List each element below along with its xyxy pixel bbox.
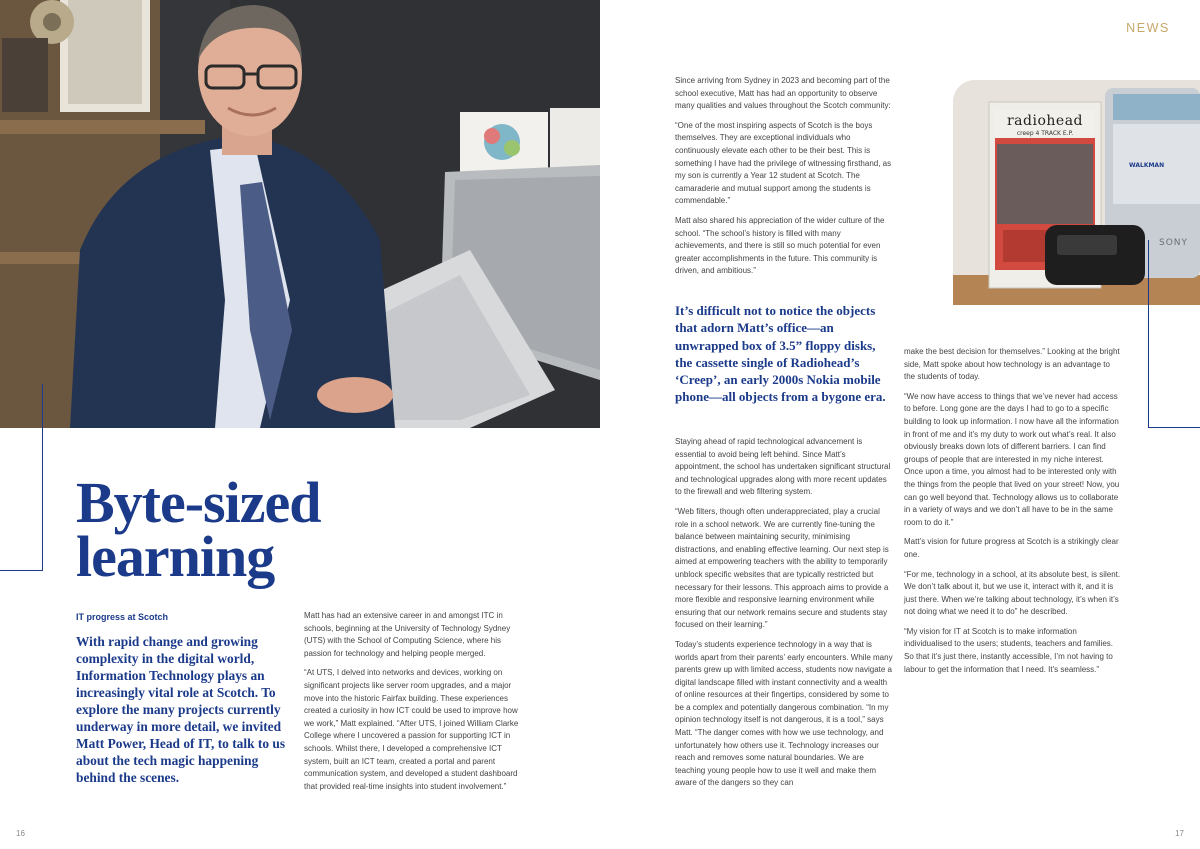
body-column-2	[675, 75, 893, 285]
page-number-left: 16	[16, 829, 25, 838]
article-kicker: IT progress at Scotch	[76, 612, 169, 622]
page-number-right: 17	[1175, 829, 1184, 838]
section-tag: NEWS	[1126, 21, 1170, 35]
paragraph: Matt’s vision for future progress at Scotch is a strikingly clear one.	[904, 537, 1119, 559]
guide-line-left-horizontal	[0, 570, 43, 571]
paragraph: Staying ahead of rapid technological advancement is essential to avoid being left behind. Since Matt’s appointment, the school has undertaken significant structural and technological upgrades along with more recent updates to the firewall and web filtering system.	[675, 437, 891, 497]
paragraph: “At UTS, I delved into networks and devices, working on significant projects like server room upgrades, and a major move into the historic Fairfax building. These experiences created a curiosity in how ICT could be used to improve how we work,” Matt explained. “After UTS, I joined William Clarke College where I uncovered a passion for supporting ICT in schools. Whilst there, I developed a comprehensive ICT system, built an ICT team, created a portal and parent communication system, and developed a student dashboard that provided real-time insights into student involvement.”	[304, 668, 519, 791]
paragraph: Since arriving from Sydney in 2023 and becoming part of the school executive, Matt has had an opportunity to observe many qualities and values throughout the Scotch community:	[675, 76, 891, 111]
office-objects-photo	[953, 80, 1200, 305]
paragraph: “My vision for IT at Scotch is to make information individualised to the users; students, teachers and families. So that it’s just there, instantly accessible, I’m not having to labour to get the information that I need. It’s seamless.”	[904, 626, 1114, 674]
walkman-maker-label: SONY	[1159, 238, 1189, 248]
portrait-photo	[0, 0, 600, 428]
pull-quote: It’s difficult not to notice the objects that adorn Matt’s office—an unwrapped box of 3.5” floppy disks, the cassette single of Radiohead’s ‘Creep’, an early 2000s Nokia mobile phone—all objects from a bygone era.	[675, 303, 886, 405]
guide-line-left-vertical	[42, 384, 43, 570]
body-column-4	[904, 346, 1122, 683]
article-title: Byte-sized learning	[76, 470, 321, 589]
body-column-1	[304, 610, 519, 800]
paragraph: Today’s students experience technology in a way that is worlds apart from their parents’ early encounters. While many parents grew up with limited access, students now navigate a digital landscape filled with instant connectivity and a wealth of online resources at their fingertips, considered by some to be a complex and potentially dangerous combination. “In my opinion technology itself is not dangerous, it is a tool,” says Matt. “The danger comes with how we use technology, and unfortunately how others use it. Technology increases our reach and removes some natural boundaries. We are teaching young people how to use it well and make them aware of the dangers so they can	[675, 639, 893, 788]
guide-line-right-horizontal	[1148, 427, 1200, 428]
cassette-title-label: creep 4 TRACK E.P.	[1016, 130, 1074, 137]
paragraph: “For me, technology in a school, at its absolute best, is silent. We don’t talk about it, but we use it, interact with it, and it is just there. When we’re talking about technology, it’s when it’s not doing what we need it to do” he described.	[904, 569, 1121, 617]
paragraph: Matt has had an extensive career in and amongst ITC in schools, beginning at the University of Technology Sydney (UTS) with the School of Computing Science, where his passion for technology and helping people merged.	[304, 611, 511, 658]
paragraph: “We now have access to things that we’ve never had access to before. Long gone are the days I had to go to a specific building to look up information. I now have all the information in front of me and it’s my duty to work out what’s real. It also obviously breaks down lots of different barriers. I can find groups of people that are interested in my niche interest. Once upon a time, you almost had to be interested only with the things from the people that lived on your street! Now, you can go well beyond that. Technology allows us to collaborate in a variety of ways and we don’t all have to be in the same room to do it.”	[904, 391, 1120, 527]
walkman-brand-label: WALKMAN	[1129, 162, 1165, 169]
body-column-3	[675, 436, 893, 797]
article-intro: With rapid change and growing complexity in the digital world, Information Technology plays an increasingly vital role at Scotch. To explore the many projects currently underway in more detail, we invited Matt Power, Head of IT, to talk to us about the tech magic happening behind the scenes.	[76, 634, 286, 785]
paragraph: make the best decision for themselves.” Looking at the bright side, Matt spoke about how technology is an advantage to the students of today.	[904, 347, 1120, 382]
guide-line-right-vertical	[1148, 240, 1149, 428]
portrait-illustration	[0, 0, 600, 428]
cassette-band-label: radiohead	[1006, 113, 1084, 129]
paragraph: Matt also shared his appreciation of the wider culture of the school. “The school’s history is filled with many achievements, and there is still so much potential for even greater accomplishments in the future. This community is driven, and ambitious.”	[675, 215, 885, 276]
paragraph: “Web filters, though often underappreciated, play a crucial role in a school network. We are currently fine-tuning the balance between maintaining security, minimising distractions, and enabling effective learning. Our next step is aimed at empowering teachers with the ability to temporarily unblock specific websites that are typically restricted but necessary for their lessons. This approach aims to provide a more flexible and responsive learning environment while ensuring that our network remains secure and students stay focused on their learning.”	[675, 506, 889, 630]
paragraph: “One of the most inspiring aspects of Scotch is the boys themselves. They are exceptional individuals who continuously elevate each other to be their best. This is something I have had the privilege of witnessing firsthand, as my son is currently a Year 12 student at Scotch. The camaraderie and mutual support among the students is commendable.”	[675, 120, 892, 206]
